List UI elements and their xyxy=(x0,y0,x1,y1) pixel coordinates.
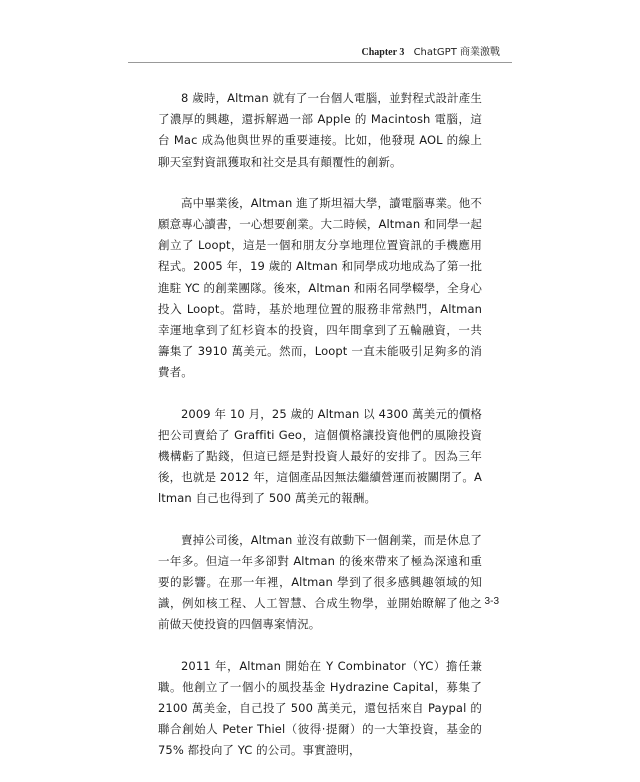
running-header xyxy=(362,47,501,59)
page-number: 3-3 xyxy=(484,596,499,607)
paragraph-2: 高中畢業後，Altman 進了斯坦福大學，讀電腦專業。他不願意專心讀書，一心想要創業。大二時候，Altman 和同學一起創立了 Loopt，這是一個和朋友分享地理位置資訊的手機應用程式。2005 年，19 歲的 Altman 和同學成功地成為了第一批進駐 YC 的創業團隊。後來，Altman 和兩名同學輟學，全身心投入 Loopt。當時，基於地理位置的服務非常熱門，Altman 幸運地拿到了紅杉資本的投資，四年間拿到了五輪融資，一共籌集了 3910 萬美元。然而，Loopt 一直未能吸引足夠多的消費者。 xyxy=(158,195,482,380)
chapter-label: Chapter 3 xyxy=(361,47,405,58)
paragraph-3: 2009 年 10 月，25 歲的 Altman 以 4300 萬美元的價格把公司賣給了 Graffiti Geo，這個價格讓投資他們的風險投資機構虧了點錢，但這已經是對投資人最好的安排了。因為三年後，也就是 2012 年，這個產品因無法繼續營運而被關閉了。Altman 自己也得到了 500 萬美元的報酬。 xyxy=(158,406,482,506)
paragraph-4: 賣掉公司後，Altman 並沒有啟動下一個創業，而是休息了一年多。但這一年多卻對 Altman 的後來帶來了極為深遠和重要的影響。在那一年裡，Altman 學到了很多感興趣領域的知識，例如核工程、人工智慧、合成生物學，並開始瞭解了他之前做天使投資的四個專案情況。 xyxy=(158,532,482,632)
paragraph-5: 2011 年，Altman 開始在 Y Combinator（YC）擔任兼職。他創立了一個小的風投基金 Hydrazine Capital，募集了 2100 萬美金，自己投了 500 萬美元，還包括來自 Paypal 的聯合創始人 Peter Thiel（彼得·提爾）的一大筆投資，基金的 75% 都投向了 YC 的公司。事實證明， xyxy=(158,658,482,758)
header-divider xyxy=(128,62,512,63)
body-text xyxy=(158,88,482,782)
chapter-title: ChatGPT 商業激戰 xyxy=(413,47,500,58)
paragraph-1: 8 歲時，Altman 就有了一台個人電腦，並對程式設計產生了濃厚的興趣，還拆解過一部 Apple 的 Macintosh 電腦，這台 Mac 成為他與世界的重要連接。比如，他發現 AOL 的線上聊天室對資訊獲取和社交是具有顛覆性的創新。 xyxy=(158,91,482,169)
